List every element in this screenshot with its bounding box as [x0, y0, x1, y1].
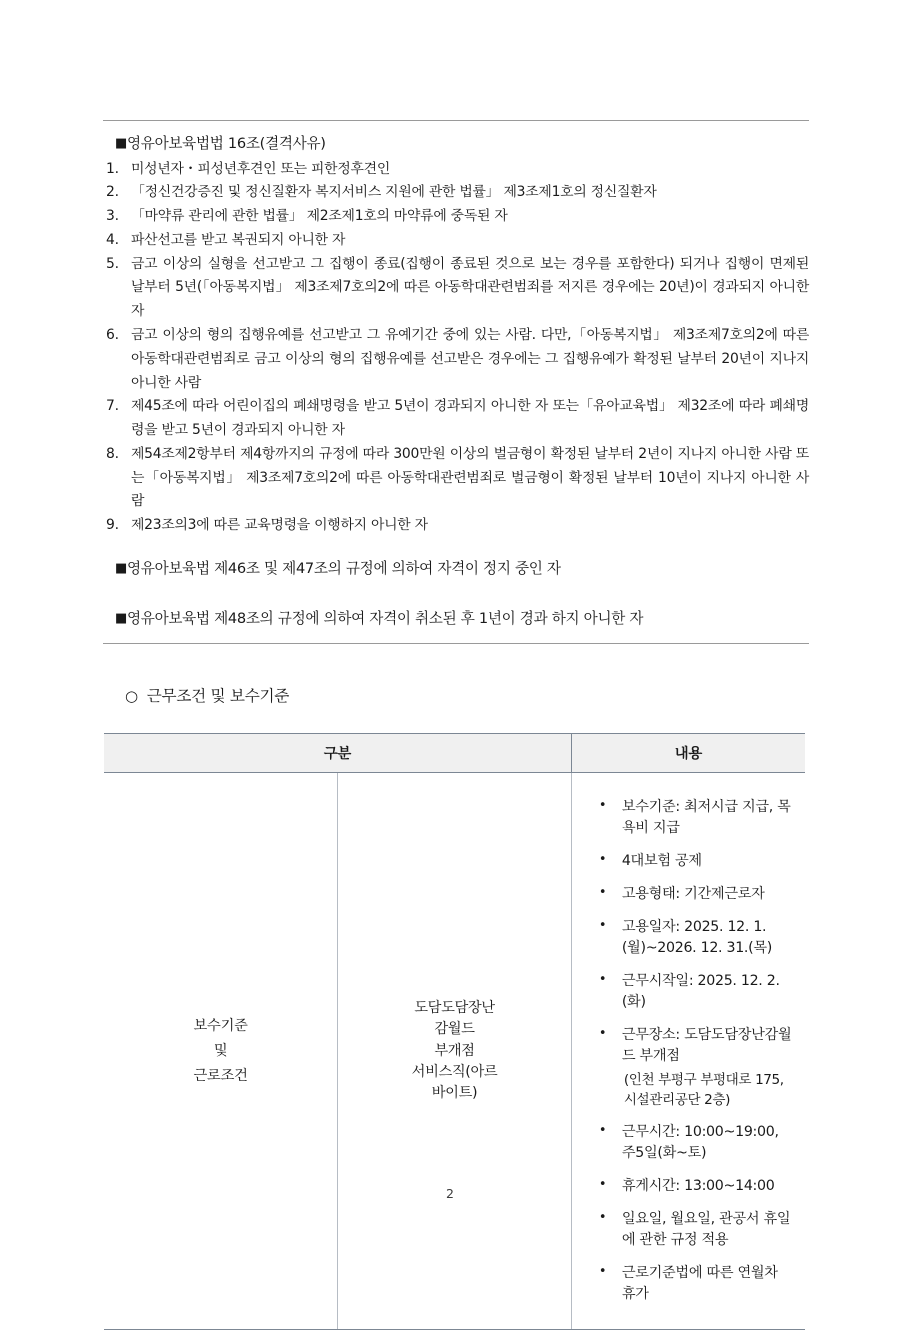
square-bullet-icon: ■ [115, 560, 127, 576]
bullet-dot-icon: • [598, 885, 607, 901]
position-line-5: 바이트) [431, 1085, 478, 1102]
circle-bullet-icon: ○ [125, 687, 138, 705]
detail-item-text: 근무시간: 10:00~19:00, 주5일(화~토) [621, 1124, 779, 1162]
law-item-text: 제23조의3에 따른 교육명령을 이행하지 아니한 자 [131, 517, 428, 534]
law-item-text: 제45조에 따라 어린이집의 폐쇄명령을 받고 5년이 경과되지 아니한 자 또는「유아교육법」 제32조에 따라 폐쇄명령을 받고 5년이 경과되지 아니한 자 [131, 398, 809, 439]
law-item [103, 253, 809, 324]
law-heading-main [115, 132, 809, 156]
table-cell-category [104, 773, 338, 1330]
law-heading-suspended-text: 영유아보육법 제46조 및 제47조의 규정에 의하여 자격이 정지 중인 자 [126, 559, 561, 577]
law-heading-main-text: 영유아보육법법 16조(결격사유) [126, 135, 326, 152]
table-cell-details [571, 773, 805, 1330]
law-item-text: 금고 이상의 형의 집행유예를 선고받고 그 유예기간 중에 있는 사람. 다만,「아동복지법」 제3조제7호의2에 따른 아동학대관련범죄로 금고 이상의 형의 집행유예를 선고받은 경우에는 그 집행유예가 확정된 날부터 20년이 지나지 아니한 사람 [131, 327, 809, 391]
table-cell-position [338, 773, 572, 1330]
detail-item [596, 1209, 795, 1251]
table-row [104, 773, 805, 1330]
detail-item [596, 797, 795, 839]
detail-item-text: 일요일, 월요일, 관공서 휴일에 관한 규정 적용 [621, 1211, 791, 1249]
law-item-number: 5. [106, 255, 119, 272]
law-heading-suspended [115, 557, 809, 581]
law-item-text: 금고 이상의 실형을 선고받고 그 집행이 종료(집행이 종료된 것으로 보는 경우를 포함한다) 되거나 집행이 면제된 날부터 5년(「아동복지법」 제3조제7호의2에 따른 아동학대관련범죄를 저지른 경우에는 20년)이 경과되지 아니한 자 [131, 255, 809, 320]
detail-item [596, 1263, 795, 1305]
bullet-dot-icon: • [598, 852, 607, 868]
law-item-text: 제54조제2항부터 제4항까지의 규정에 따라 300만원 이상의 벌금형이 확정된 날부터 2년이 지나지 아니한 사람 또는「아동복지법」 제3조제7호의2에 따른 아동학대관련범죄로 벌금형이 확정된 날부터 10년이 지나지 아니한 사람 [131, 445, 809, 510]
detail-item [596, 851, 795, 872]
category-line-1: 보수기준 [193, 1018, 248, 1035]
table-header-content: 내용 [571, 734, 805, 773]
section-bottom-rule [103, 643, 809, 644]
page-number: 2 [446, 1186, 454, 1201]
table-header-category: 구분 [104, 734, 571, 773]
detail-item [596, 971, 795, 1013]
bullet-dot-icon: • [598, 798, 607, 813]
detail-item-text: 근무장소: 도담도담장난감월드 부개점 [621, 1027, 792, 1065]
law-item-number: 2. [106, 184, 119, 201]
square-bullet-icon: ■ [115, 610, 127, 626]
law-item [103, 443, 809, 514]
bullet-dot-icon: • [598, 1210, 607, 1226]
law-item-text: 미성년자・피성년후견인 또는 피한정후견인 [131, 160, 391, 177]
law-item [103, 181, 809, 205]
category-line-3: 근로조건 [193, 1067, 248, 1084]
law-item-number: 6. [106, 327, 119, 343]
position-line-4: 서비스직(아르 [411, 1063, 498, 1080]
work-conditions-title [125, 684, 289, 706]
law-item [103, 205, 809, 229]
law-heading-revoked-text: 영유아보육법 제48조의 규정에 의하여 자격이 취소된 후 1년이 경과 하지 아니한 자 [126, 609, 644, 627]
position-line-2: 감월드 [434, 1021, 475, 1038]
law-item-number: 9. [106, 517, 119, 534]
detail-item-text: 고용형태: 기간제근로자 [621, 886, 765, 903]
law-item-list [103, 158, 809, 538]
law-item [103, 324, 809, 395]
law-item [103, 514, 809, 538]
law-item-number: 7. [106, 398, 119, 415]
table-body [104, 773, 805, 1330]
work-conditions-title-text: 근무조건 및 보수기준 [146, 687, 289, 705]
law-item-number: 3. [106, 208, 119, 225]
table-header [104, 734, 805, 773]
bullet-dot-icon: • [598, 972, 607, 988]
work-conditions-table-wrapper [104, 733, 805, 1330]
law-item [103, 158, 809, 182]
bullet-dot-icon: • [598, 1026, 607, 1042]
law-item-number: 8. [106, 445, 119, 462]
detail-item [596, 917, 795, 959]
table-header-row [104, 734, 805, 773]
detail-item [596, 1025, 795, 1110]
bullet-dot-icon: • [598, 1123, 607, 1139]
position-line-1: 도담도담장난 [414, 999, 495, 1016]
work-conditions-table [104, 733, 805, 1330]
law-item [103, 229, 809, 253]
law-item-number: 1. [106, 160, 119, 177]
detail-item-text: 고용일자: 2025. 12. 1.(월)~2026. 12. 31.(목) [621, 919, 773, 957]
detail-list [596, 797, 795, 1305]
law-item-number: 4. [106, 231, 119, 248]
bullet-dot-icon: • [598, 1264, 607, 1280]
law-section [103, 120, 809, 644]
law-item-text: 파산선고를 받고 복권되지 아니한 자 [131, 231, 346, 248]
detail-item-text: 4대보험 공제 [621, 853, 702, 870]
law-item-text: 「마약류 관리에 관한 법률」 제2조제1호의 마약류에 중독된 자 [131, 208, 508, 225]
bullet-dot-icon: • [598, 1177, 607, 1193]
detail-item-text: 근로기준법에 따른 연월차 휴가 [621, 1265, 778, 1303]
law-item [103, 395, 809, 443]
detail-item [596, 1122, 795, 1164]
detail-item-text: 근무시작일: 2025. 12. 2.(화) [621, 973, 780, 1011]
position-line-3: 부개점 [434, 1042, 475, 1059]
detail-item-text: 보수기준: 최저시급 지급, 목욕비 지급 [621, 799, 791, 837]
category-line-2: 및 [213, 1042, 228, 1059]
bullet-dot-icon: • [598, 918, 607, 934]
detail-item-text: 휴게시간: 13:00~14:00 [621, 1178, 775, 1195]
law-section-body [103, 121, 809, 643]
detail-item [596, 884, 795, 905]
detail-item-subtext: (인천 부평구 부평대로 175, 시설관리공단 2층) [623, 1072, 784, 1109]
law-item-text: 「정신건강증진 및 정신질환자 복지서비스 지원에 관한 법률」 제3조제1호의 정신질환자 [131, 184, 657, 201]
law-heading-revoked [115, 607, 809, 631]
square-bullet-icon: ■ [115, 136, 127, 151]
